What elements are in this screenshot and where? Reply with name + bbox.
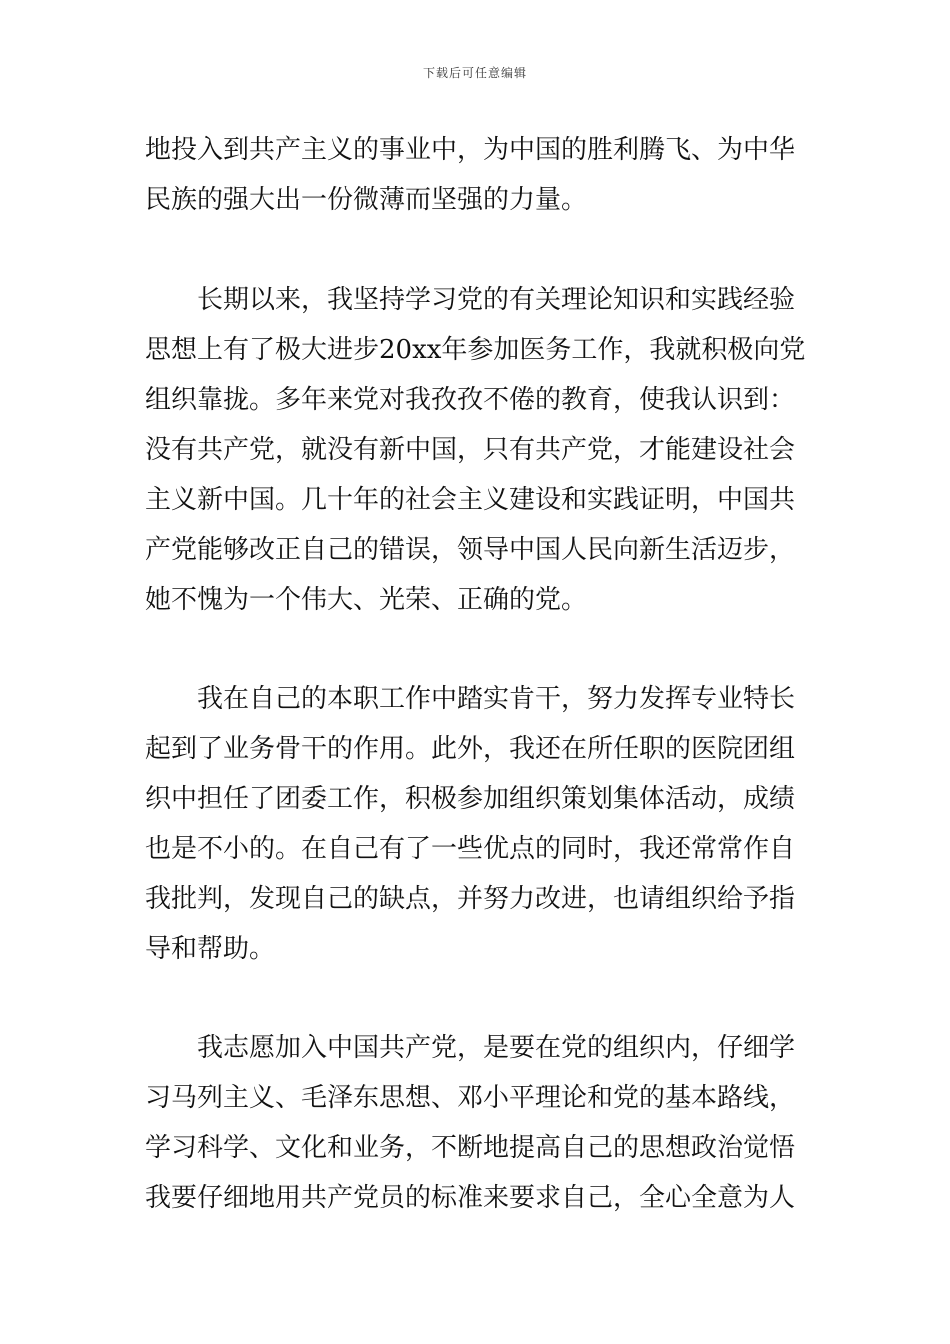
paragraph-2-line-6: 产党能够改正自己的错误，领导中国人民向新生活迈步， xyxy=(145,535,796,565)
paragraph-2-line-7: 她不愧为一个伟大、光荣、正确的党。 xyxy=(145,585,588,615)
paragraph-2-line-4: 没有共产党，就没有新中国，只有共产党，才能建设社会 xyxy=(145,435,796,465)
paragraph-3-line-3: 织中担任了团委工作，积极参加组织策划集体活动，成绩 xyxy=(145,784,796,814)
paragraph-3-line-6: 导和帮助。 xyxy=(145,934,276,964)
paragraph-1-line-1: 地投入到共产主义的事业中，为中国的胜利腾飞、为中华 xyxy=(145,135,796,165)
paragraph-2-line-5: 主义新中国。几十年的社会主义建设和实践证明，中国共 xyxy=(145,485,796,515)
paragraph-3-line-2: 起到了业务骨干的作用。此外，我还在所任职的医院团组 xyxy=(145,734,796,764)
paragraph-4-line-2: 习马列主义、毛泽东思想、邓小平理论和党的基本路线， xyxy=(145,1083,796,1113)
paragraph-1-line-2: 民族的强大出一份微薄而坚强的力量。 xyxy=(145,185,588,215)
paragraph-2-line-3: 组织靠拢。多年来党对我孜孜不倦的教育，使我认识到： xyxy=(145,385,796,415)
paragraph-4-line-1: 我志愿加入中国共产党，是要在党的组织内，仔细学 xyxy=(197,1033,796,1063)
page-header: 下载后可任意编辑 xyxy=(422,66,527,80)
paragraph-3-line-1: 我在自己的本职工作中踏实肯干，努力发挥专业特长 xyxy=(197,684,796,714)
paragraph-2-line-1: 长期以来，我坚持学习党的有关理论知识和实践经验 xyxy=(197,285,796,315)
paragraph-2-line-2: 思想上有了极大进步20xx年参加医务工作，我就积极向党 xyxy=(145,335,806,365)
paragraph-4-line-3: 学习科学、文化和业务，不断地提高自己的思想政治觉悟 xyxy=(145,1133,796,1163)
paragraph-3-line-5: 我批判，发现自己的缺点，并努力改进，也请组织给予指 xyxy=(145,884,796,914)
paragraph-4-line-4: 我要仔细地用共产党员的标准来要求自己，全心全意为人 xyxy=(145,1183,796,1213)
paragraph-3-line-4: 也是不小的。在自己有了一些优点的同时，我还常常作自 xyxy=(145,834,796,864)
